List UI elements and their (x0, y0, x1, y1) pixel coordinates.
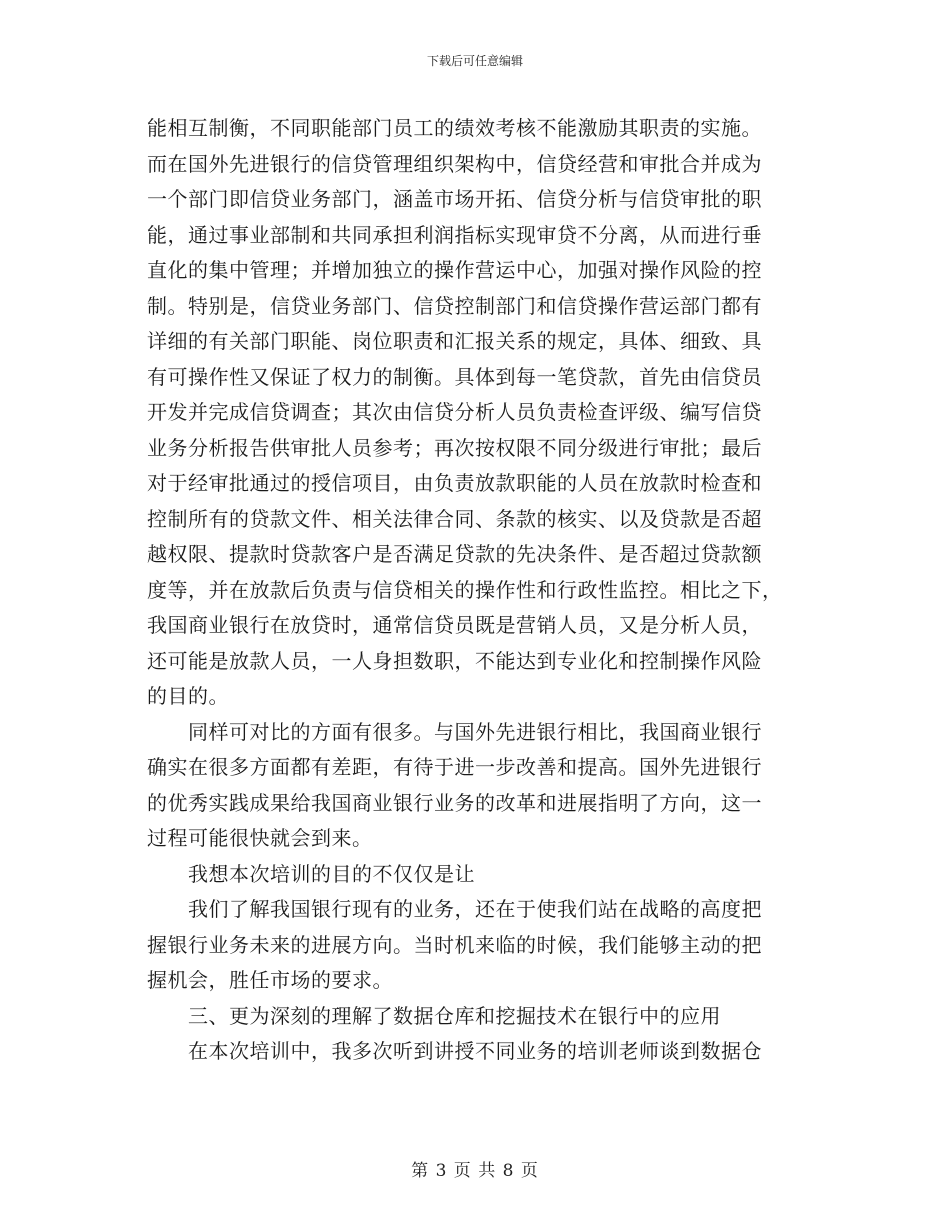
text-line: 过程可能很快就会到来。 (147, 826, 373, 850)
text-line: 对于经审批通过的授信项目，由负责放款职能的人员在放款时检查和 (147, 471, 762, 495)
text-line: 握银行业务未来的进展方向。当时机来临的时候，我们能够主动的把 (147, 932, 762, 957)
text-line: 制。特别是，信贷业务部门、信贷控制部门和信贷操作营运部门都有 (147, 293, 762, 318)
text-line: 业务分析报告供审批人员参考；再次按权限不同分级进行审批；最后 (147, 435, 762, 460)
text-line: 我想本次培训的目的不仅仅是让 (147, 861, 475, 886)
paragraph-3 (147, 857, 812, 893)
text-line: 的优秀实践成果给我国商业银行业务的改革和进展指明了方向，这一 (147, 790, 762, 815)
section-heading (147, 999, 812, 1035)
text-line: 一个部门即信贷业务部门，涵盖市场开拓、信贷分析与信贷审批的职 (147, 187, 762, 211)
text-line: 三、更为深刻的理解了数据仓库和挖掘技术在银行中的应用 (147, 1003, 721, 1028)
paragraph-5 (147, 1034, 812, 1070)
text-line: 度等，并在放款后负责与信贷相关的操作性和行政性监控。相比之下， (147, 577, 783, 602)
paragraph-4 (147, 892, 812, 999)
text-line: 直化的集中管理；并增加独立的操作营运中心，加强对操作风险的控 (147, 258, 762, 282)
text-line: 同样可对比的方面有很多。与国外先进银行相比，我国商业银行 (147, 719, 762, 744)
text-line: 我国商业银行在放贷时，通常信贷员既是营销人员，又是分析人员， (147, 613, 762, 637)
text-line: 有可操作性又保证了权力的制衡。具体到每一笔贷款，首先由信贷员 (147, 364, 762, 389)
text-line: 握机会，胜任市场的要求。 (147, 968, 393, 992)
paragraph-2 (147, 715, 812, 857)
page-number: 第 3 页 共 8 页 (411, 1161, 539, 1181)
text-line: 开发并完成信贷调查；其次由信贷分析人员负责检查评级、编写信贷 (147, 400, 762, 424)
text-line: 确实在很多方面都有差距，有待于进一步改善和提高。国外先进银行 (147, 755, 762, 779)
text-line: 还可能是放款人员，一人身担数职，不能达到专业化和控制操作风险 (147, 648, 762, 673)
text-line: 越权限、提款时贷款客户是否满足贷款的先决条件、是否超过贷款额 (147, 542, 762, 566)
text-line: 的目的。 (147, 684, 229, 708)
page-header: 下载后可任意编辑 (426, 54, 523, 68)
text-line: 控制所有的贷款文件、相关法律合同、条款的核实、以及贷款是否超 (147, 506, 762, 531)
text-line: 能相互制衡，不同职能部门员工的绩效考核不能激励其职责的实施。 (147, 116, 762, 140)
text-line: 我们了解我国银行现有的业务，还在于使我们站在战略的高度把 (147, 897, 762, 921)
text-line: 而在国外先进银行的信贷管理组织架构中，信贷经营和审批合并成为 (147, 151, 762, 176)
text-line: 详细的有关部门职能、岗位职责和汇报关系的规定，具体、细致、具 (147, 329, 762, 353)
document-body (147, 111, 812, 1070)
text-line: 在本次培训中，我多次听到讲授不同业务的培训老师谈到数据仓 (147, 1039, 762, 1063)
text-line: 能，通过事业部制和共同承担利润指标实现审贷不分离，从而进行垂 (147, 222, 762, 247)
paragraph-1 (147, 111, 812, 715)
